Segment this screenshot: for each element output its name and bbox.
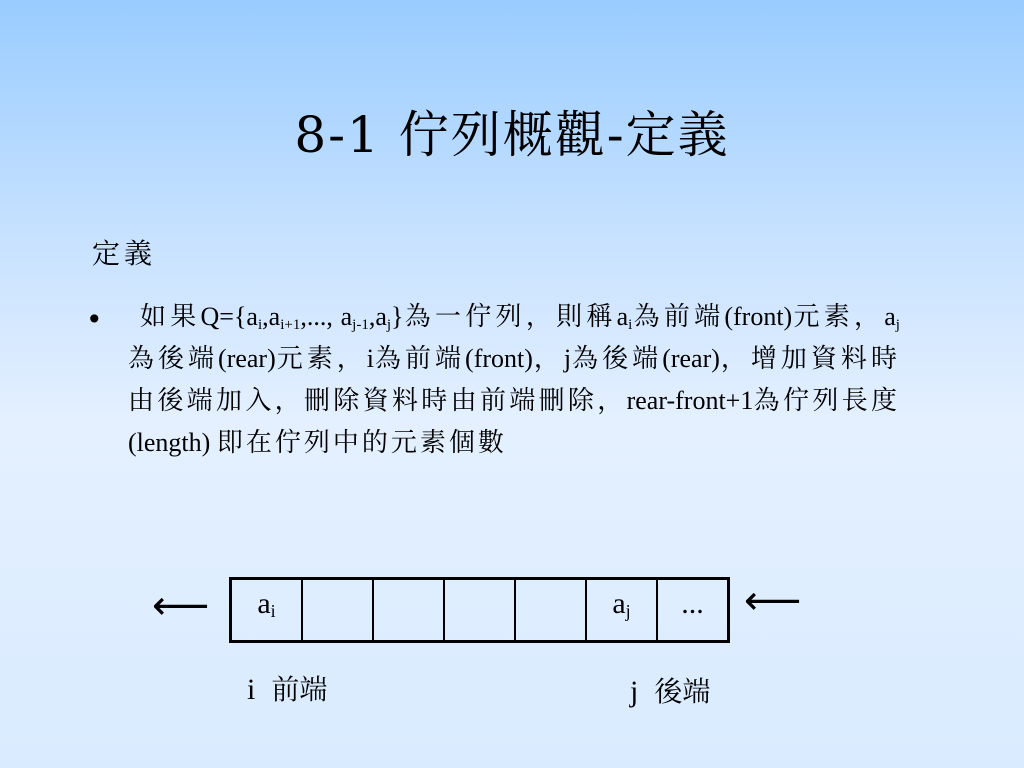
front-label-text: 前端 <box>271 673 328 706</box>
definition-text: Q={a <box>200 302 258 331</box>
definition-subscript: j-1 <box>352 317 369 333</box>
definition-subscript: i <box>628 317 633 333</box>
definition-text: 如果 <box>140 302 201 332</box>
definition-text: 為前端 <box>632 302 725 332</box>
queue-cell <box>444 579 515 642</box>
definition-text: a <box>884 302 896 331</box>
definition-text: (front) <box>724 302 793 331</box>
definition-text: i <box>366 344 375 373</box>
slide-title: 8-1 佇列概觀-定義 <box>294 106 730 164</box>
definition-text: ,a <box>368 302 387 331</box>
definition-text: 為前端 <box>374 344 466 374</box>
left-arrow-icon: ⟵ <box>152 583 210 629</box>
definition-text: 為後端 <box>128 344 219 374</box>
definition-text: 即在佇列中的元素個數 <box>216 428 507 458</box>
cell-subscript: j <box>625 601 631 621</box>
definition-text: } <box>391 302 404 331</box>
definition-text: 為後端 <box>571 344 663 374</box>
cell-subscript: i <box>270 601 276 621</box>
bullet-marker: • <box>86 303 103 336</box>
definition-subscript: j <box>386 317 392 333</box>
queue-cell <box>302 579 373 642</box>
front-label <box>247 670 327 710</box>
definition-subscript: i <box>257 317 263 333</box>
front-label-var: i <box>247 673 256 706</box>
rear-label <box>630 672 710 712</box>
queue-cell <box>657 579 729 642</box>
definition-text: (rear) <box>218 344 276 373</box>
section-heading: 定義 <box>92 237 157 270</box>
queue-diagram <box>229 577 730 643</box>
definition-text: j <box>563 344 572 373</box>
definition-text: (rear) <box>662 344 720 373</box>
rear-label-text: 後端 <box>654 675 711 708</box>
queue-cell <box>373 579 444 642</box>
definition-text: 為一佇列，則稱 <box>403 302 617 332</box>
definition-text: 為佇列長度 <box>753 386 900 416</box>
definition-subscript: i+1 <box>280 317 301 333</box>
definition-text: ，增加資料時由後端加入，刪除資料時由前端刪除， <box>128 344 900 416</box>
definition-text: ,a <box>262 302 281 331</box>
cell-value: a <box>257 587 271 620</box>
cell-value: a <box>612 587 626 620</box>
definition-paragraph <box>128 296 900 464</box>
definition-text: ,..., a <box>300 302 353 331</box>
definition-text: (length) <box>128 428 217 457</box>
definition-subscript: j <box>895 317 900 333</box>
definition-text: a <box>616 302 629 331</box>
definition-text: (front) <box>465 344 533 373</box>
rear-label-var: j <box>630 675 639 708</box>
queue-cell <box>515 579 586 642</box>
definition-text: 元素， <box>792 302 885 332</box>
right-arrow-icon: ⟵ <box>744 578 802 624</box>
definition-text: rear-front+1 <box>626 386 754 415</box>
queue-row <box>231 579 729 642</box>
queue-cell <box>586 579 657 642</box>
definition-text: ， <box>532 344 564 374</box>
queue-cell <box>231 579 303 642</box>
definition-text: 元素， <box>275 344 367 374</box>
cell-value: ... <box>681 587 704 620</box>
